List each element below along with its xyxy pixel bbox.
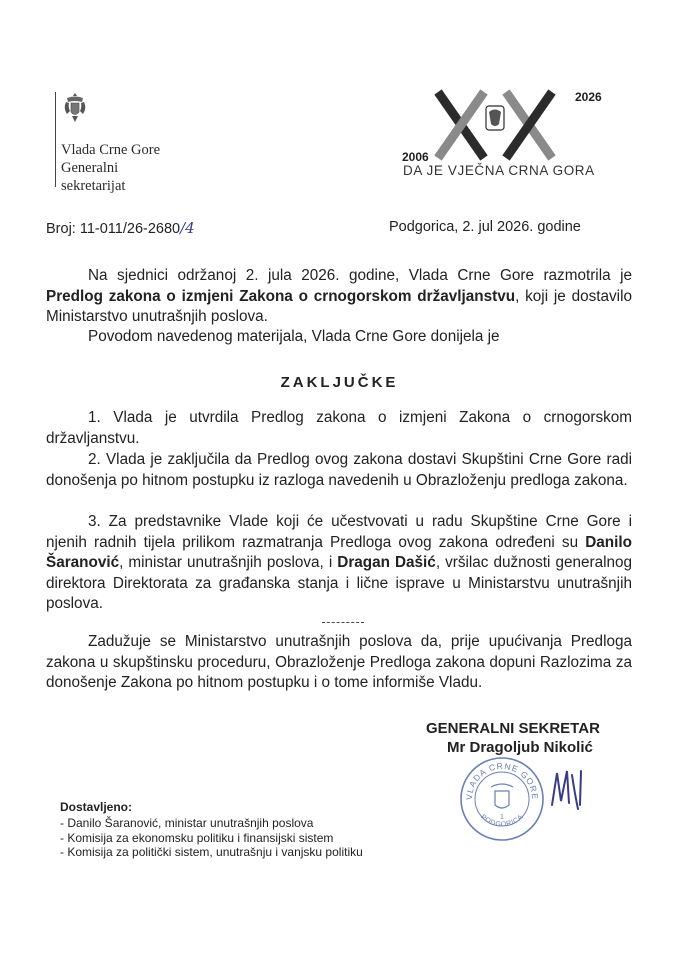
representative-name-1: Danilo Šaranović xyxy=(46,533,632,571)
representative-name-2: Dragan Dašić xyxy=(337,554,436,571)
official-stamp-icon xyxy=(458,755,546,843)
header-divider xyxy=(55,92,56,187)
org-line-2: Generalni xyxy=(61,160,119,176)
logo-year-end: 2026 xyxy=(575,90,602,104)
handwritten-signature-icon xyxy=(548,765,588,815)
distribution-list xyxy=(60,816,363,860)
distribution-title: Dostavljeno: xyxy=(60,800,133,814)
broj-handwritten-suffix: /4 xyxy=(180,219,195,237)
intro-paragraph-2: Povodom navedenog materijala, Vlada Crne Gore donijela je xyxy=(88,328,500,345)
conclusion-item-1: 1. Vlada je utvrdila Predlog zakona o izmjeni Zakona o crnogorskom državljanstvu. xyxy=(46,409,632,447)
logo-tagline: DA JE VJEČNA CRNA GORA xyxy=(403,163,595,178)
coat-of-arms-icon xyxy=(63,92,87,124)
conclusion-item-2: 2. Vlada je zaključila da Predlog ovog zakona dostavi Skupštini Crne Gore radi donošenja po hitnom postupku iz razloga navedenih u Obrazloženju predloga zakona. xyxy=(46,451,632,489)
stamp-text-top: VLADA CRNE GORE xyxy=(463,760,541,801)
item3-text-a: 3. Za predstavnike Vlade koji će učestvovati u radu Skupštine Crne Gore i njenih radnih tijela prilikom razmatranja Predloga ovog zakona određeni su xyxy=(46,513,632,551)
org-line-3: sekretarijat xyxy=(61,178,126,194)
broj-value: 11-011/26-2680 xyxy=(79,221,181,237)
document-date: Podgorica, 2. jul 2026. godine xyxy=(389,219,581,235)
conclusions-heading: ZAKLJUČKE xyxy=(280,374,399,391)
signatory-name: Mr Dragoljub Nikolić xyxy=(447,739,593,756)
logo-year-start: 2006 xyxy=(402,150,429,164)
signatory-title: GENERALNI SEKRETAR xyxy=(426,720,600,737)
intro-text: Na sjednici održanoj 2. jula 2026. godine, Vlada Crne Gore razmotrila je xyxy=(88,267,632,284)
list-item: - Danilo Šaranović, ministar unutrašnjih poslova xyxy=(60,816,314,830)
stamp-text-bottom: PODGORICA xyxy=(479,813,525,829)
document-number xyxy=(46,219,195,237)
conclusion-item-3 xyxy=(46,512,632,615)
intro-paragraph xyxy=(46,266,632,328)
stamp-number: 1 xyxy=(500,814,504,821)
broj-label: Broj: xyxy=(46,221,76,237)
item3-text-c: , vršilac dužnosti generalnog direktora Direktorata za građanska stanja i lične isprave u Ministarstvu unutrašnjih poslova. xyxy=(46,554,633,612)
intro-text-rest: , koji je dostavilo Ministarstvo unutrašnjih poslova. xyxy=(46,287,632,325)
organization-name xyxy=(61,141,160,195)
list-item: - Komisija za politički sistem, unutrašnju i vanjsku politiku xyxy=(60,845,363,859)
law-proposal-title: Predlog zakona o izmjeni Zakona o crnogorskom državljanstvu xyxy=(46,287,516,305)
item3-text-b: , ministar unutrašnjih poslova, i xyxy=(119,554,333,571)
closing-paragraph: Zadužuje se Ministarstvo unutrašnjih poslova da, prije upućivanja Predloga zakona u skupštinsku proceduru, Obrazloženje Predloga zakona dopuni Razlozima za donošenje Zakona po hitnom postupku i o tome informiše Vladu. xyxy=(46,633,632,691)
section-separator xyxy=(322,622,364,624)
list-item: - Komisija za ekonomsku politiku i finansijski sistem xyxy=(60,830,334,845)
org-line-1: Vlada Crne Gore xyxy=(61,142,161,158)
